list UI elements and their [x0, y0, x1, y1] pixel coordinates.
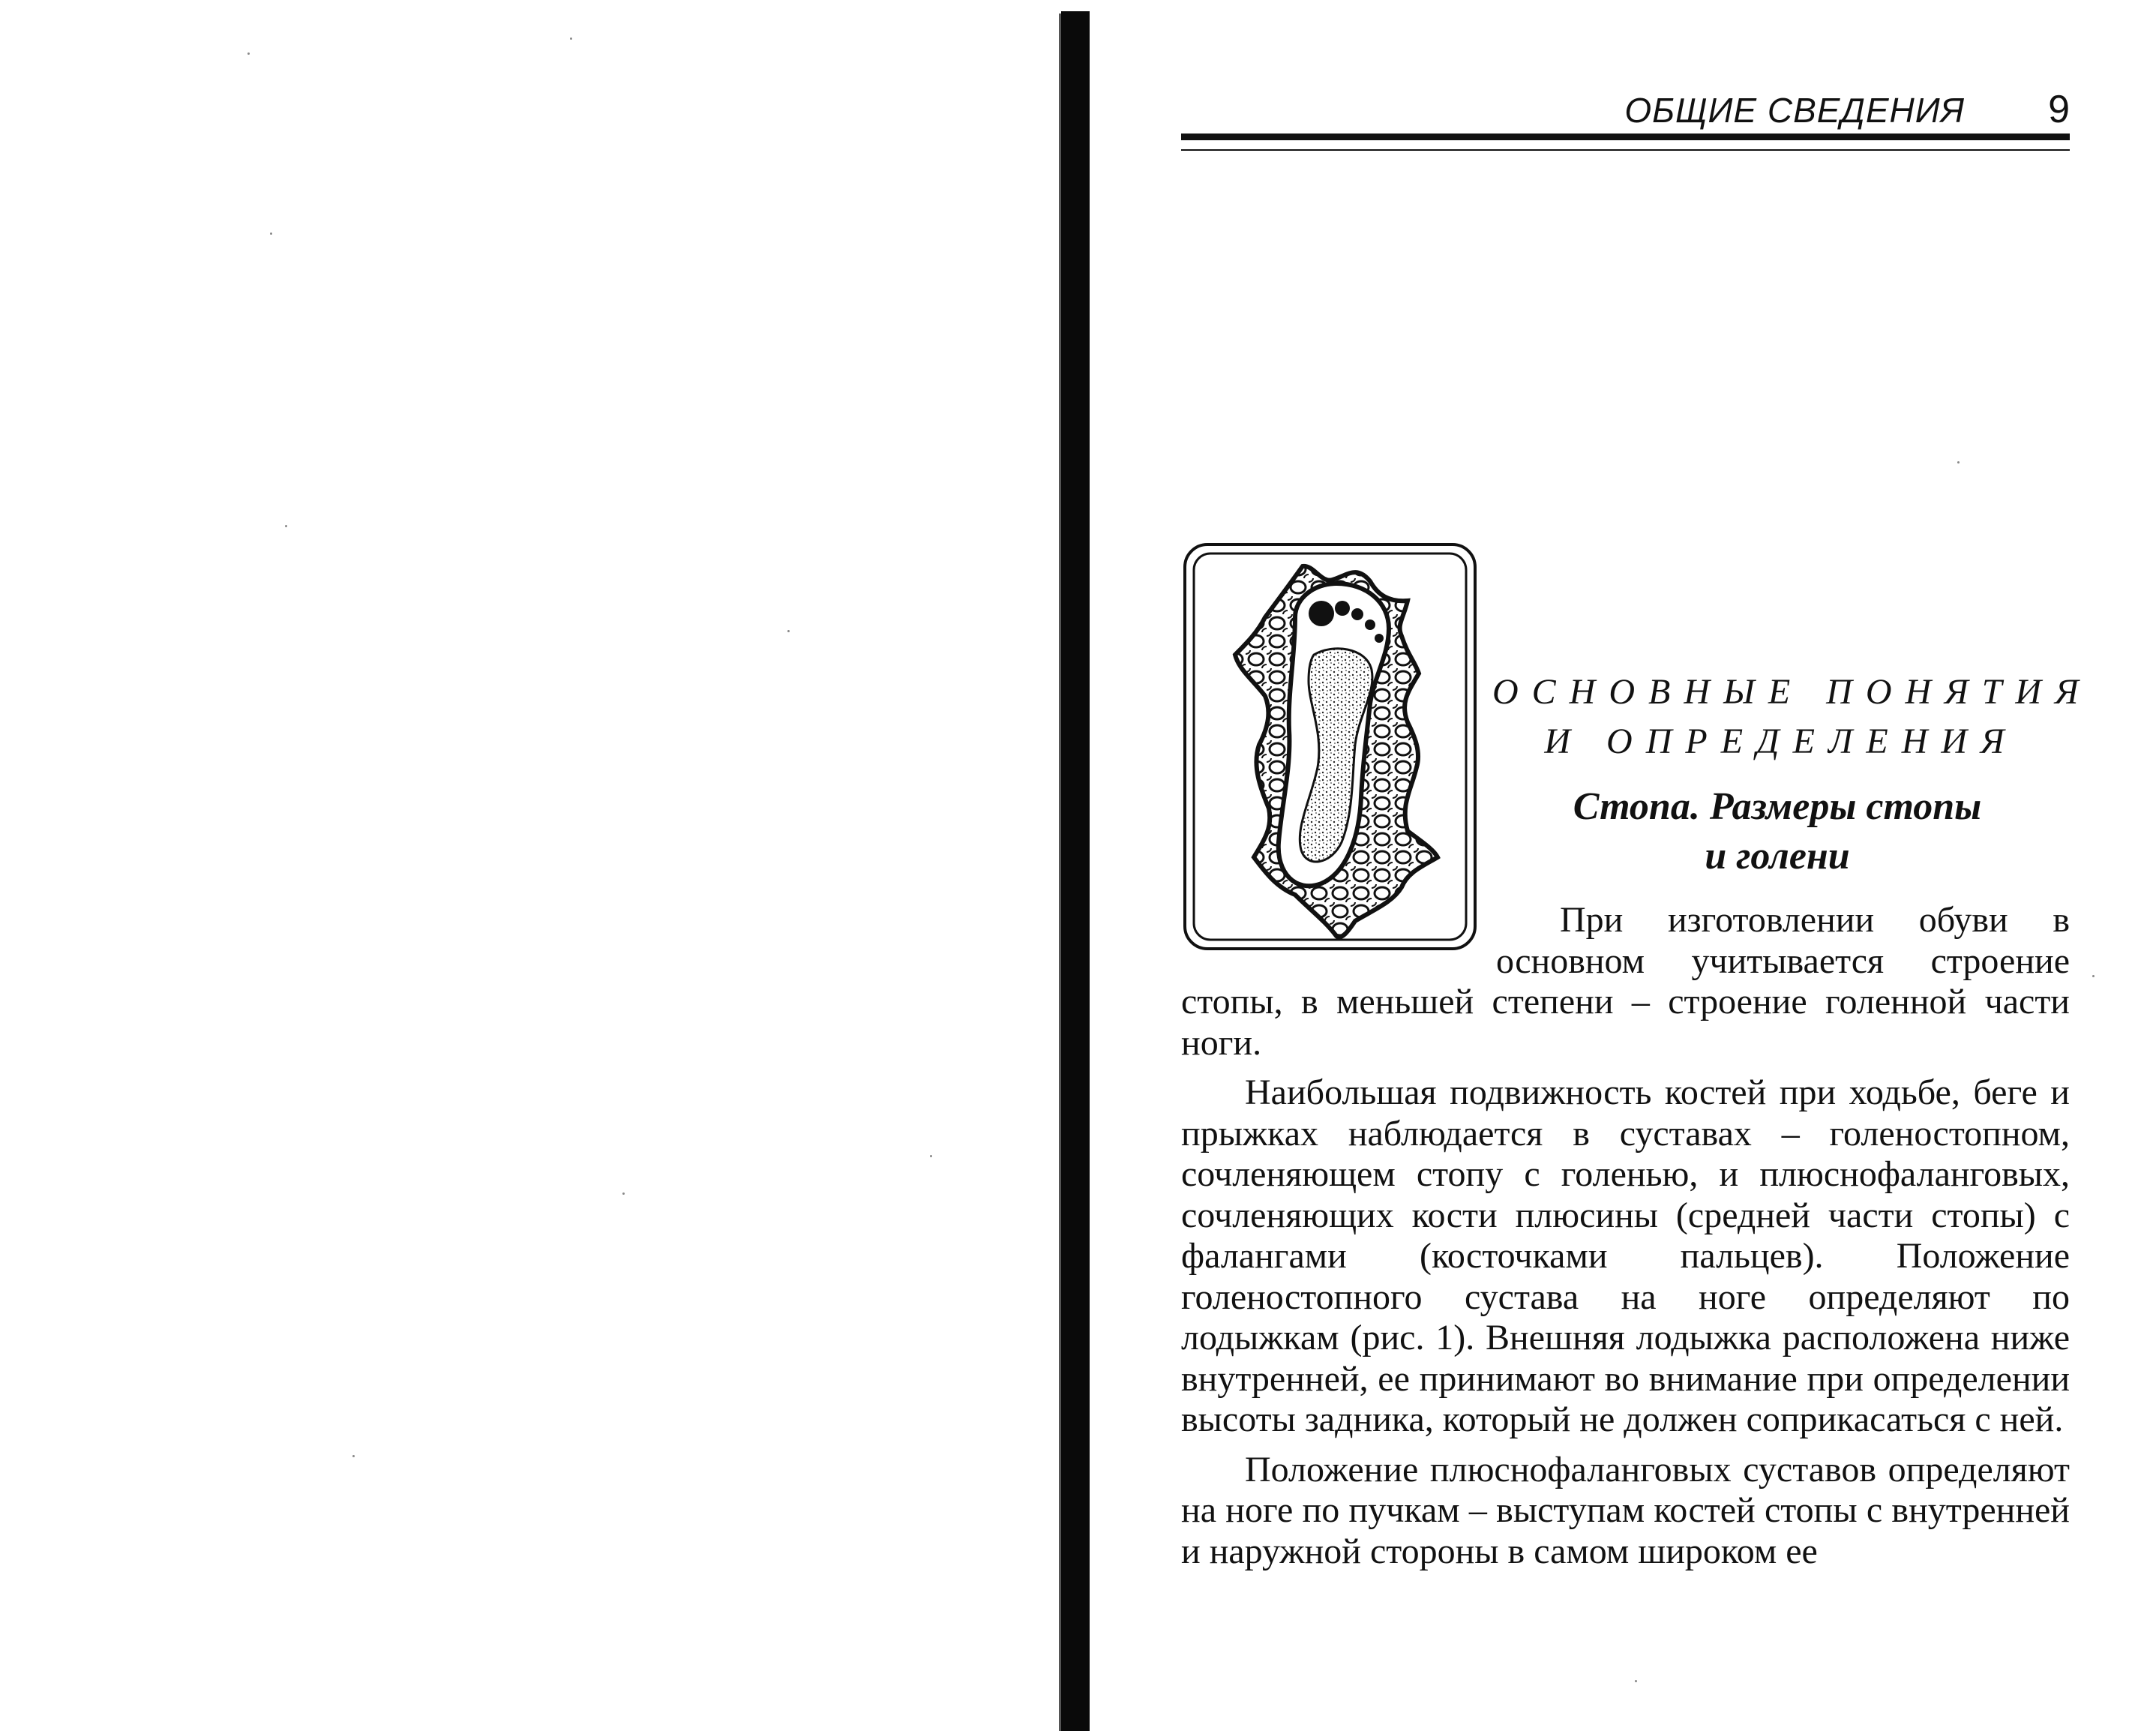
- section-heading: [1537, 782, 2017, 881]
- scan-speck: [1635, 1680, 1637, 1682]
- page-number: 9: [2048, 88, 2070, 131]
- scan-speck: [622, 1192, 625, 1195]
- paragraph-3: Положение плюснофаланговых суставов определяют на ноге по пучкам – выступам костей стопы с внутренней и наружной стороны в самом широком ее: [1181, 1449, 2070, 1571]
- header-rule-thick: [1181, 134, 2070, 140]
- section-heading-line-1: Стопа. Размеры стопы: [1573, 785, 1982, 828]
- emblem-wrap-space: [1181, 900, 1496, 981]
- scan-speck: [247, 52, 250, 55]
- paragraph-1: При изготовлении обуви в основном учитывается строение стопы, в меньшей степени – строение голенной части ноги.: [1181, 900, 2070, 1063]
- scan-speck: [352, 1455, 355, 1457]
- book-spine-shadow: [1061, 11, 1090, 1731]
- running-head: [1181, 90, 2070, 135]
- scan-speck: [570, 38, 572, 40]
- chapter-heading-line-1: ОСНОВНЫЕ ПОНЯТИЯ: [1492, 672, 2092, 712]
- scan-speck: [930, 1155, 932, 1157]
- foot-on-hide-icon: [1183, 542, 1477, 951]
- chapter-heading-line-2: И ОПРЕДЕЛЕНИЯ: [1544, 722, 2018, 761]
- scan-speck: [787, 630, 790, 632]
- body-text: [1181, 900, 2070, 1581]
- section-heading-line-2: и голени: [1705, 835, 1850, 878]
- header-rule-thin: [1181, 149, 2070, 151]
- scan-speck: [270, 232, 272, 235]
- scan-speck: [2092, 975, 2095, 977]
- running-title: ОБЩИЕ СВЕДЕНИЯ: [1624, 91, 1965, 130]
- scan-speck: [1957, 461, 1960, 464]
- paragraph-2: Наибольшая подвижность костей при ходьбе, беге и прыжках наблюдается в суставах – голеностопном, сочленяющем стопу с голенью, и плюснофаланговых, сочленяющих кости плюсины (средней части стопы) с фалангами (косточками пальцев). Положение голеностопного сустава на ноге определяют по лодыжкам (рис. 1). Внешняя лодыжка расположена ниже внутренней, ее принимают во внимание при определении высоты задника, который не должен соприкасаться с ней.: [1181, 1072, 2070, 1439]
- chapter-heading: [1492, 668, 2092, 766]
- scan-speck: [285, 525, 287, 527]
